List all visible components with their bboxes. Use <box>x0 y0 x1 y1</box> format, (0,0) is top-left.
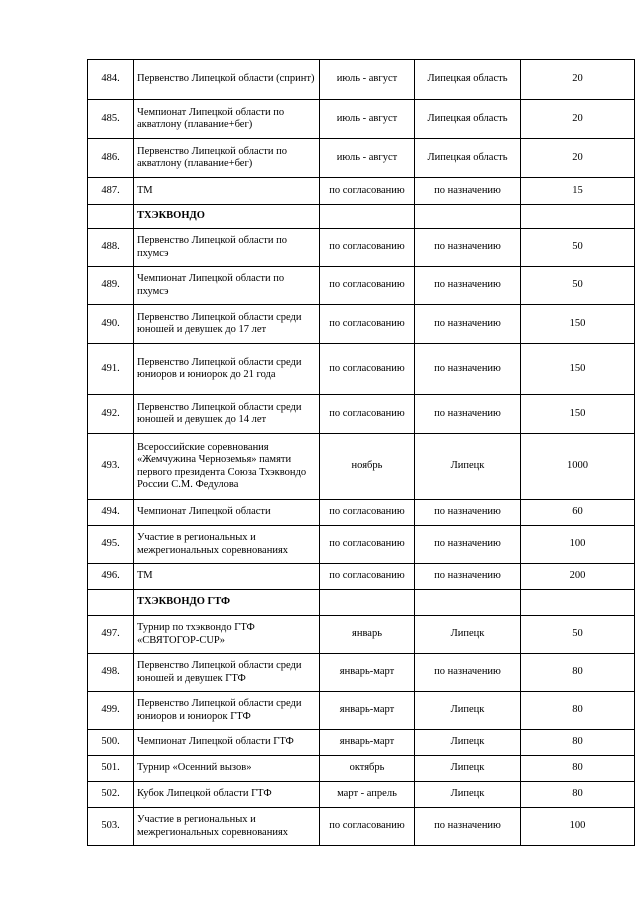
event-place: Липецк <box>415 782 521 808</box>
event-place: Липецкая область <box>415 100 521 139</box>
participants-count: 200 <box>521 564 635 590</box>
participants-count: 150 <box>521 344 635 395</box>
row-number: 485. <box>88 100 134 139</box>
event-place: по назначению <box>415 178 521 205</box>
event-date <box>320 205 415 229</box>
table-row <box>88 305 635 344</box>
event-name: Чемпионат Липецкой области по пхумсэ <box>134 267 320 305</box>
row-number: 498. <box>88 654 134 692</box>
participants-count: 80 <box>521 756 635 782</box>
event-name: Первенство Липецкой области по пхумсэ <box>134 229 320 267</box>
table-row <box>88 564 635 590</box>
event-place: по назначению <box>415 500 521 526</box>
table-row <box>88 229 635 267</box>
row-number: 499. <box>88 692 134 730</box>
table-row <box>88 178 635 205</box>
event-place: Липецкая область <box>415 139 521 178</box>
participants-count <box>521 205 635 229</box>
event-name: Первенство Липецкой области среди юношей и девушек до 14 лет <box>134 395 320 434</box>
participants-count <box>521 590 635 616</box>
event-place: Липецк <box>415 730 521 756</box>
event-date: январь-март <box>320 730 415 756</box>
event-name: Чемпионат Липецкой области по акватлону (плавание+бег) <box>134 100 320 139</box>
event-name: Участие в региональных и межрегиональных соревнованиях <box>134 526 320 564</box>
section-title: ТХЭКВОНДО ГТФ <box>134 590 320 616</box>
row-number: 496. <box>88 564 134 590</box>
row-number: 503. <box>88 808 134 846</box>
row-number <box>88 205 134 229</box>
table-row <box>88 654 635 692</box>
event-place: по назначению <box>415 305 521 344</box>
participants-count: 50 <box>521 616 635 654</box>
participants-count: 80 <box>521 692 635 730</box>
event-date: по согласованию <box>320 178 415 205</box>
event-date: по согласованию <box>320 526 415 564</box>
row-number: 491. <box>88 344 134 395</box>
event-date: январь-март <box>320 692 415 730</box>
event-date: по согласованию <box>320 344 415 395</box>
event-place: Липецкая область <box>415 60 521 100</box>
table-row <box>88 267 635 305</box>
event-date: по согласованию <box>320 564 415 590</box>
table-row <box>88 395 635 434</box>
event-date: июль - август <box>320 60 415 100</box>
row-number: 495. <box>88 526 134 564</box>
section-row <box>88 590 635 616</box>
event-name: Турнир «Осенний вызов» <box>134 756 320 782</box>
event-place: по назначению <box>415 267 521 305</box>
event-date: январь <box>320 616 415 654</box>
participants-count: 100 <box>521 526 635 564</box>
event-name: Первенство Липецкой области среди юношей и девушек до 17 лет <box>134 305 320 344</box>
row-number: 486. <box>88 139 134 178</box>
participants-count: 80 <box>521 782 635 808</box>
participants-count: 80 <box>521 654 635 692</box>
table-row <box>88 60 635 100</box>
row-number: 492. <box>88 395 134 434</box>
event-name: Чемпионат Липецкой области ГТФ <box>134 730 320 756</box>
row-number: 497. <box>88 616 134 654</box>
table-row <box>88 434 635 500</box>
event-name: ТМ <box>134 564 320 590</box>
event-date: по согласованию <box>320 229 415 267</box>
event-place: по назначению <box>415 564 521 590</box>
event-place <box>415 205 521 229</box>
event-place: Липецк <box>415 692 521 730</box>
event-name: Кубок Липецкой области ГТФ <box>134 782 320 808</box>
row-number: 488. <box>88 229 134 267</box>
event-place: по назначению <box>415 808 521 846</box>
table-row <box>88 730 635 756</box>
event-place <box>415 590 521 616</box>
row-number: 500. <box>88 730 134 756</box>
row-number: 487. <box>88 178 134 205</box>
event-name: Участие в региональных и межрегиональных соревнованиях <box>134 808 320 846</box>
table-row <box>88 782 635 808</box>
section-row <box>88 205 635 229</box>
event-name: Первенство Липецкой области среди юношей и девушек ГТФ <box>134 654 320 692</box>
event-name: Первенство Липецкой области по акватлону (плавание+бег) <box>134 139 320 178</box>
participants-count: 100 <box>521 808 635 846</box>
table-row <box>88 139 635 178</box>
event-name: ТМ <box>134 178 320 205</box>
event-place: Липецк <box>415 434 521 500</box>
section-title: ТХЭКВОНДО <box>134 205 320 229</box>
event-date: по согласованию <box>320 395 415 434</box>
event-name: Турнир по тхэквондо ГТФ «СВЯТОГОР-CUP» <box>134 616 320 654</box>
row-number: 490. <box>88 305 134 344</box>
table-row <box>88 100 635 139</box>
event-place: по назначению <box>415 526 521 564</box>
event-name: Всероссийские соревнования «Жемчужина Черноземья» памяти первого президента Союза Тхэквондо России С.М. Федулова <box>134 434 320 500</box>
participants-count: 60 <box>521 500 635 526</box>
participants-count: 150 <box>521 395 635 434</box>
table-row <box>88 756 635 782</box>
event-place: по назначению <box>415 654 521 692</box>
event-date: январь-март <box>320 654 415 692</box>
participants-count: 20 <box>521 139 635 178</box>
event-date <box>320 590 415 616</box>
event-date: по согласованию <box>320 500 415 526</box>
row-number: 493. <box>88 434 134 500</box>
participants-count: 15 <box>521 178 635 205</box>
event-date: по согласованию <box>320 267 415 305</box>
event-date: июль - август <box>320 139 415 178</box>
table-row <box>88 526 635 564</box>
event-date: март - апрель <box>320 782 415 808</box>
event-name: Первенство Липецкой области (спринт) <box>134 60 320 100</box>
row-number: 501. <box>88 756 134 782</box>
row-number: 484. <box>88 60 134 100</box>
table-row <box>88 500 635 526</box>
row-number: 502. <box>88 782 134 808</box>
table-row <box>88 344 635 395</box>
participants-count: 50 <box>521 229 635 267</box>
event-name: Первенство Липецкой области среди юниоров и юниорок до 21 года <box>134 344 320 395</box>
participants-count: 20 <box>521 60 635 100</box>
row-number: 489. <box>88 267 134 305</box>
table-row <box>88 616 635 654</box>
participants-count: 150 <box>521 305 635 344</box>
event-name: Чемпионат Липецкой области <box>134 500 320 526</box>
event-place: Липецк <box>415 756 521 782</box>
event-date: ноябрь <box>320 434 415 500</box>
event-date: по согласованию <box>320 808 415 846</box>
events-table <box>87 59 635 846</box>
event-place: по назначению <box>415 344 521 395</box>
event-name: Первенство Липецкой области среди юниоров и юниорок ГТФ <box>134 692 320 730</box>
participants-count: 80 <box>521 730 635 756</box>
event-place: Липецк <box>415 616 521 654</box>
event-date: по согласованию <box>320 305 415 344</box>
row-number <box>88 590 134 616</box>
row-number: 494. <box>88 500 134 526</box>
event-place: по назначению <box>415 229 521 267</box>
event-date: октябрь <box>320 756 415 782</box>
event-date: июль - август <box>320 100 415 139</box>
participants-count: 20 <box>521 100 635 139</box>
table-row <box>88 692 635 730</box>
event-place: по назначению <box>415 395 521 434</box>
participants-count: 50 <box>521 267 635 305</box>
participants-count: 1000 <box>521 434 635 500</box>
table-row <box>88 808 635 846</box>
